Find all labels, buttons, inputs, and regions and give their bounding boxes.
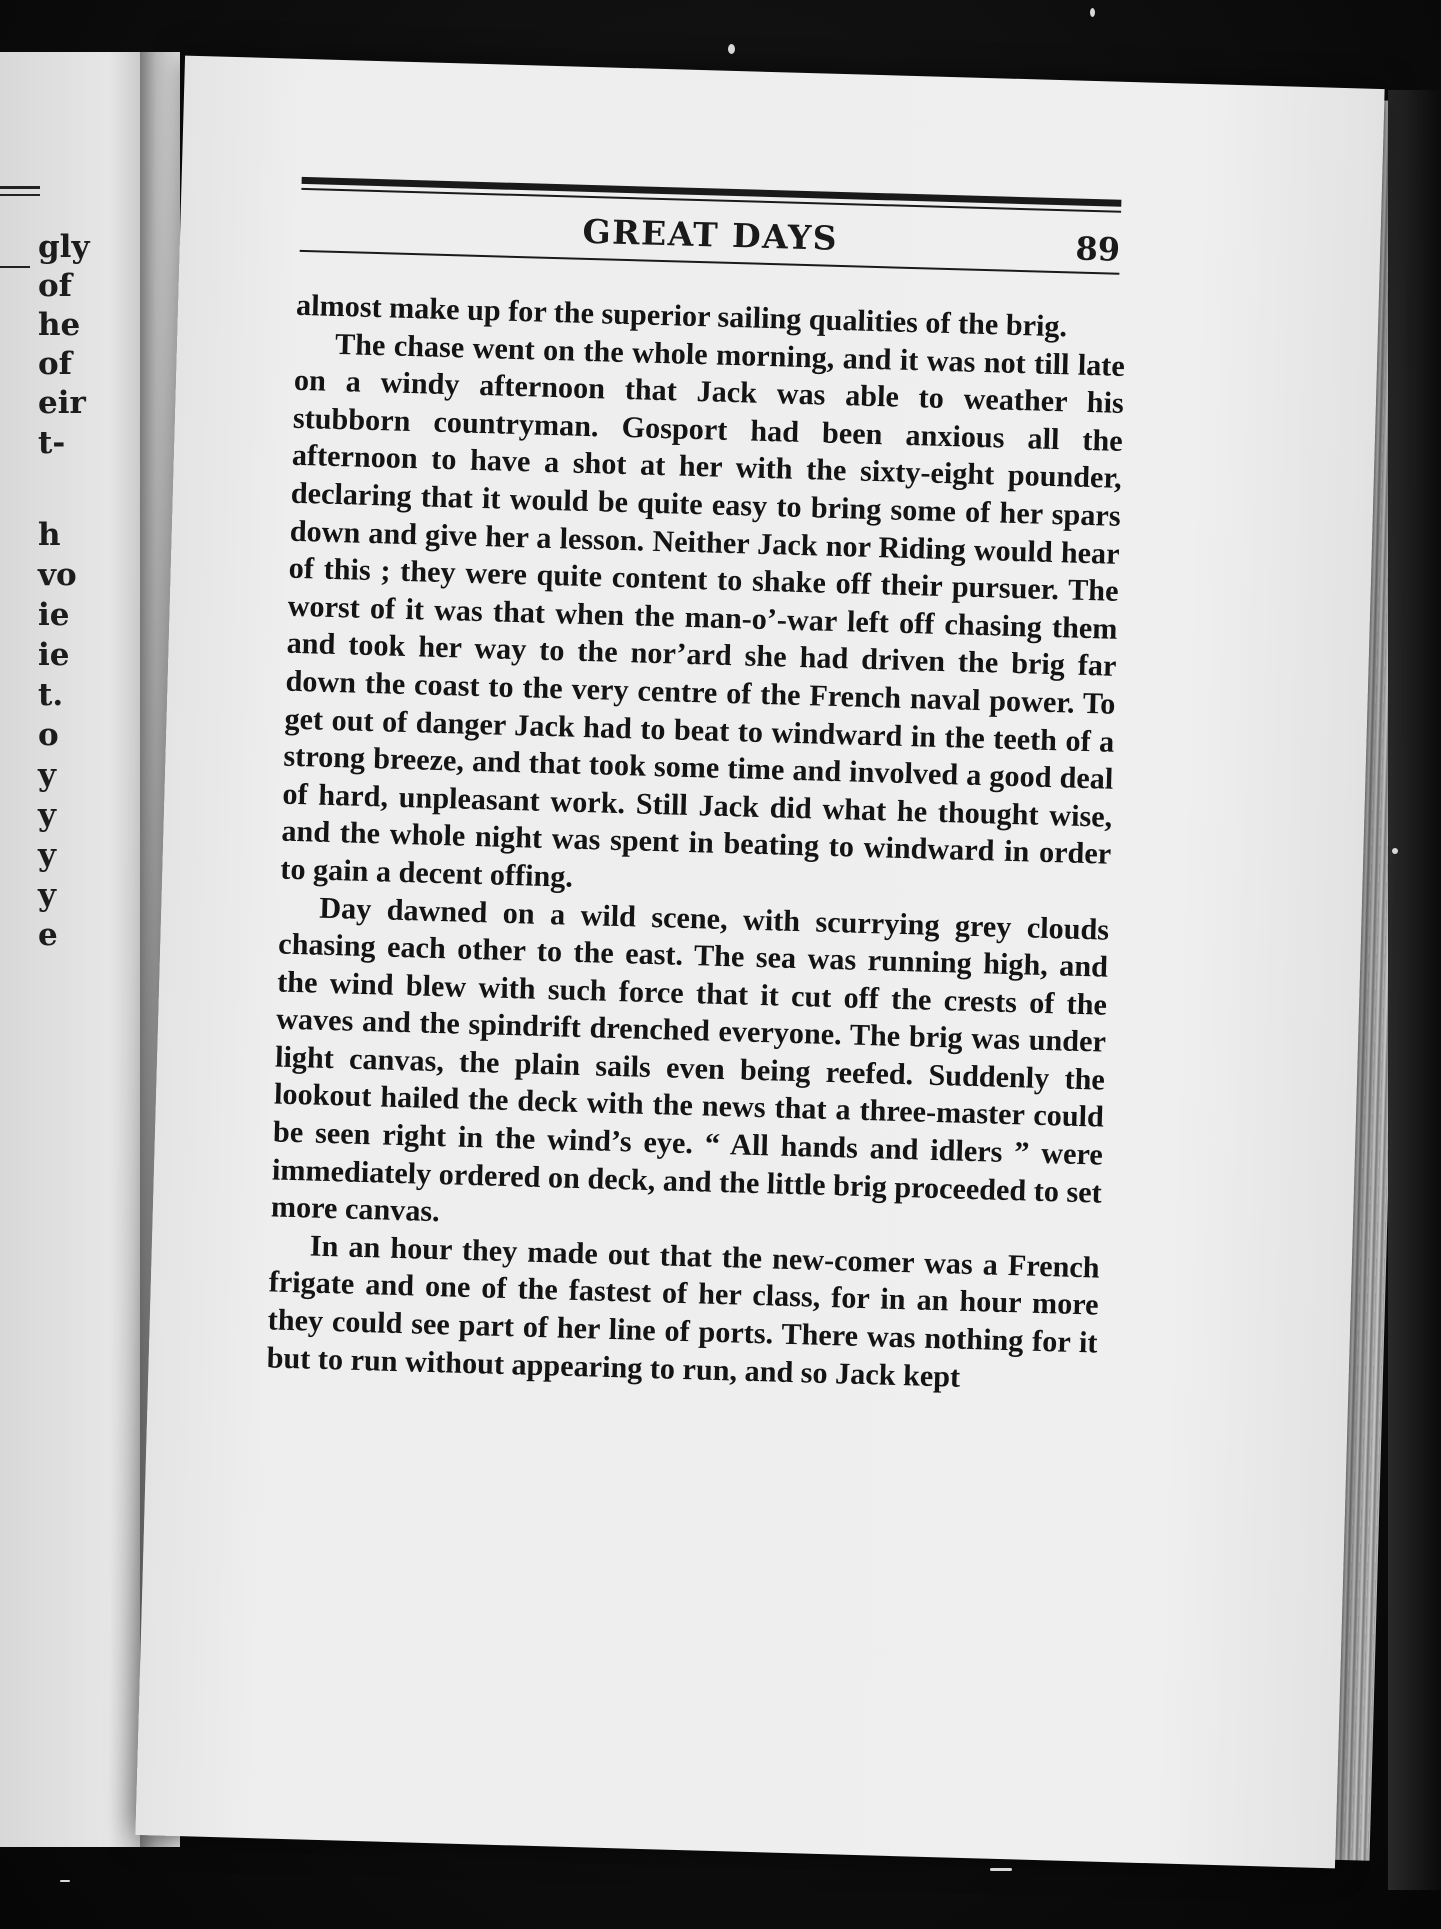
left-fragment: gly	[38, 229, 90, 265]
left-fragment: vo	[38, 557, 77, 593]
dust-speck	[1392, 848, 1398, 854]
left-fragment: h	[38, 517, 61, 553]
left-fragment: ie	[38, 597, 70, 633]
left-fragment: y	[38, 837, 57, 873]
paragraph: almost make up for the superior sailing qualities of the brig.	[295, 287, 1068, 344]
paragraph: Day dawned on a wild scene, with scurrying grey clouds chasing each other to the east. The sea was running high, and the wind blew with such force that it cut off the crests of the waves and the spindrift drenched everyone. The brig was under light canvas, the plain sails even being reefed. Suddenly the lookout hailed the deck with the news that a three-master could be seen right in the wind’s eye. “ All hands and idlers ” were immediately ordered on deck, and the little brig proceeded to set more canvas.	[270, 890, 1110, 1229]
paragraph: In an hour they made out that the new-comer was a French frigate and one of the fastest of her class, for in an hour more they could see part of her line of ports. There was nothing for it but to run without appearing to run, and so Jack kept	[266, 1228, 1101, 1394]
book-cover-edge	[1388, 90, 1441, 1890]
book-page	[135, 56, 1384, 1869]
running-title: GREAT DAYS	[581, 211, 839, 258]
left-fragment: e	[38, 917, 58, 953]
dust-speck	[990, 1868, 1012, 1871]
left-fragment: y	[38, 757, 57, 793]
left-fragment: of	[38, 268, 73, 304]
left-fragment: t-	[38, 425, 66, 461]
dust-speck	[1090, 8, 1095, 17]
page-body-text	[266, 287, 1126, 1400]
left-fragment: o	[38, 717, 59, 753]
left-page-rule-thin	[0, 194, 40, 196]
left-fragment: eir	[38, 385, 86, 421]
left-fragment: ie	[38, 637, 70, 673]
left-fragment: he	[38, 307, 81, 343]
paragraph: The chase went on the whole morning, and it was not till late on a windy afternoon that Jack was able to weather his stubborn countryman. Gosport had been anxious all the afternoon to have a shot at her with the sixty-eight pounder, declaring that it would be quite easy to bring some of her spars down and give her a lesson. Neither Jack nor Riding would hear of this ; they were quite content to shake off their pursuer. The worst of it was that when the man-o’-war left off chasing them and took her way to the nor’ard she had driven the brig far down the coast to the very centre of the French naval power. To get out of danger Jack had to beat to windward in the teeth of a strong breeze, and that took some time and involved a good deal of hard, unpleasant work. Still Jack did what he thought wise, and the whole night was spent in beating to windward in order to gain a decent offing.	[279, 326, 1126, 894]
left-fragment: y	[38, 877, 57, 913]
left-fragment: t.	[38, 677, 64, 713]
page-header	[300, 177, 1122, 275]
left-fragment: of	[38, 346, 73, 382]
left-page-rule	[0, 186, 40, 189]
left-page-rule-short	[0, 266, 30, 268]
left-fragment: y	[38, 797, 57, 833]
dust-speck	[728, 44, 735, 54]
page-number: 89	[1074, 229, 1121, 269]
left-page-fragment	[0, 52, 156, 1847]
dust-speck	[60, 1880, 70, 1882]
